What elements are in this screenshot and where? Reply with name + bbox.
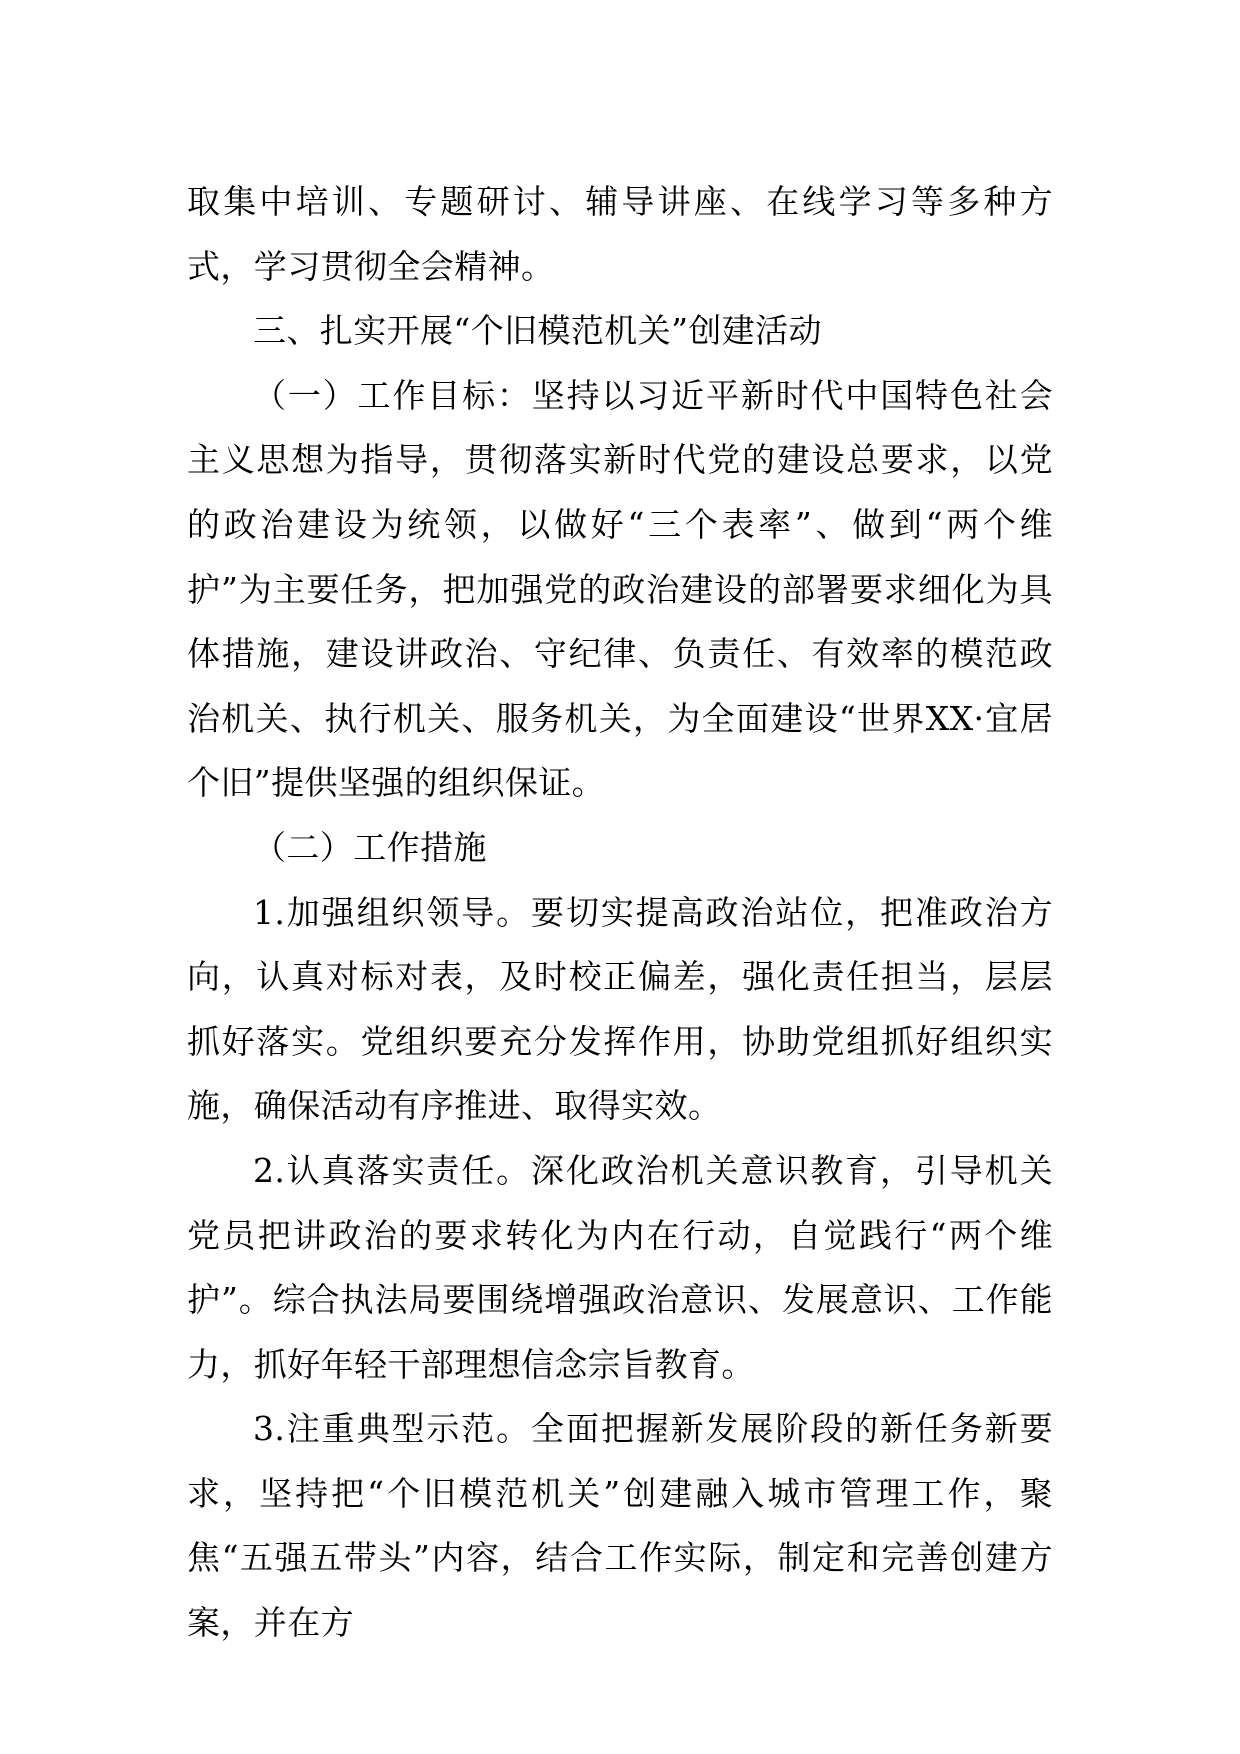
paragraph-work-goal: （一）工作目标：坚持以习近平新时代中国特色社会主义思想为指导，贯彻落实新时代党的建设总要求，以党的政治建设为统领，以做好“三个表率”、做到“两个维护”为主要任务，把加强党的政治建设的部署要求细化为具体措施，建设讲政治、守纪律、负责任、有效率的模范政治机关、执行机关、服务机关，为全面建设“世界XX·宜居个旧”提供坚强的组织保证。 bbox=[187, 375, 1053, 803]
document-body bbox=[187, 170, 1053, 1656]
paragraph-continued: 取集中培训、专题研讨、辅导讲座、在线学习等多种方式，学习贯彻全会精神。 bbox=[187, 182, 1053, 286]
section-heading-3: 三、扎实开展“个旧模范机关”创建活动 bbox=[253, 311, 822, 351]
paragraph-measure-2: 2.认真落实责任。深化政治机关意识教育，引导机关党员把讲政治的要求转化为内在行动，自觉践行“两个维护”。综合执法局要围绕增强政治意识、发展意识、工作能力，抓好年轻干部理想信念宗旨教育。 bbox=[187, 1150, 1053, 1384]
paragraph-measure-3: 3.注重典型示范。全面把握新发展阶段的新任务新要求，坚持把“个旧模范机关”创建融入城市管理工作，聚焦“五强五带头”内容，结合工作实际，制定和完善创建方案，并在方 bbox=[187, 1409, 1053, 1643]
subheading-work-measures: （二）工作措施 bbox=[253, 827, 487, 867]
paragraph-measure-1: 1.加强组织领导。要切实提高政治站位，把准政治方向，认真对标对表，及时校正偏差，强化责任担当，层层抓好落实。党组织要充分发挥作用，协助党组抓好组织实施，确保活动有序推进、取得实效。 bbox=[187, 892, 1053, 1126]
